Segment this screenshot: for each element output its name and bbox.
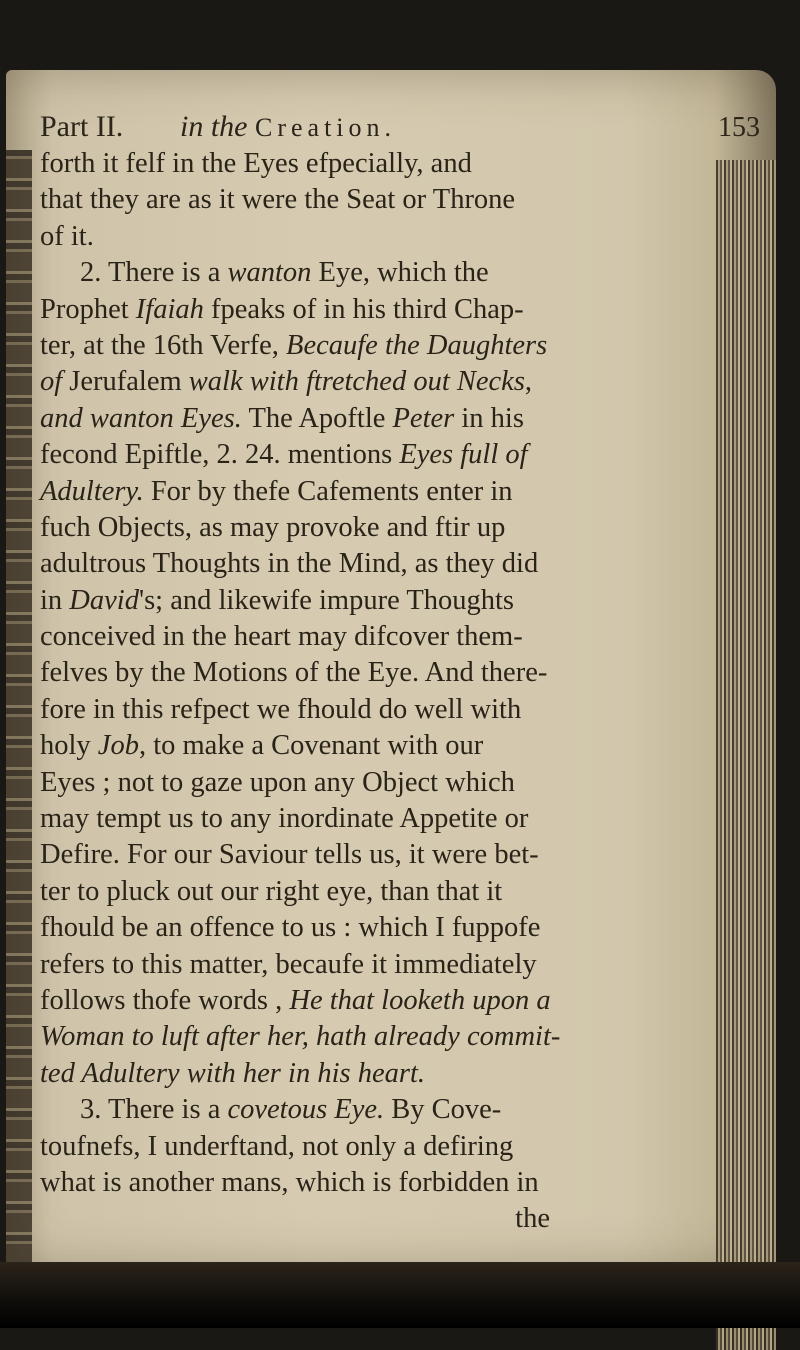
text-run: felves by the Motions of the Eye. And there- bbox=[40, 657, 548, 689]
text-line bbox=[40, 983, 740, 1019]
text-line bbox=[40, 182, 740, 218]
text-line bbox=[40, 1019, 740, 1055]
text-run: in bbox=[40, 584, 70, 616]
text-line bbox=[40, 546, 740, 582]
italic-text-run: Woman to luft after her, hath already commit- bbox=[40, 1021, 561, 1053]
text-run: in his bbox=[454, 402, 524, 434]
text-line bbox=[40, 510, 740, 546]
text-line bbox=[40, 364, 740, 400]
italic-text-run: and wanton Eyes. bbox=[40, 402, 242, 434]
italic-text-run: Job bbox=[97, 730, 139, 762]
running-header bbox=[40, 100, 770, 150]
italic-text-run: Peter bbox=[392, 402, 455, 434]
text-line bbox=[40, 1092, 740, 1128]
text-run: 2. There is a bbox=[80, 257, 228, 289]
text-line bbox=[40, 655, 740, 691]
text-line bbox=[40, 910, 740, 946]
text-line bbox=[40, 328, 740, 364]
italic-text-run: walk with ftretched out Necks bbox=[188, 366, 525, 398]
text-line bbox=[40, 728, 740, 764]
header-title-caps: Creation. bbox=[255, 113, 397, 142]
italic-text-run: David bbox=[69, 584, 139, 616]
header-part: Part II. bbox=[40, 110, 124, 143]
text-run: conceived in the heart may difcover them- bbox=[40, 621, 523, 653]
italic-text-run: Eyes full of bbox=[399, 439, 528, 471]
italic-text-run: ted Adultery with her in his heart. bbox=[40, 1057, 425, 1089]
text-run: follows thofe words , bbox=[40, 984, 290, 1016]
text-line bbox=[40, 292, 740, 328]
book-gutter bbox=[6, 150, 32, 1310]
page-number: 153 bbox=[718, 112, 760, 143]
text-run: toufnefs, I underftand, not only a defiring bbox=[40, 1130, 514, 1162]
text-line bbox=[40, 1129, 740, 1165]
text-line bbox=[40, 765, 740, 801]
header-title bbox=[180, 110, 396, 144]
text-run: For by thefe Cafements enter in bbox=[143, 475, 513, 507]
text-line bbox=[40, 692, 740, 728]
text-line bbox=[40, 801, 740, 837]
page-bottom-shadow bbox=[0, 1262, 800, 1328]
italic-text-run: Ifaiah bbox=[135, 293, 204, 325]
text-run: Eye, which the bbox=[311, 257, 489, 289]
text-line bbox=[40, 219, 740, 255]
text-run: ter, at the 16th Verfe, bbox=[40, 329, 287, 361]
text-run: 3. There is a bbox=[80, 1094, 228, 1126]
text-run: holy bbox=[40, 730, 98, 762]
text-line bbox=[40, 474, 740, 510]
body-text bbox=[40, 146, 740, 1238]
text-run: fore in this refpect we fhould do well with bbox=[40, 693, 522, 725]
text-line bbox=[40, 947, 740, 983]
text-run: fhould be an offence to us : which I fuppofe bbox=[40, 912, 541, 944]
text-run: ter to pluck out our right eye, than that it bbox=[40, 875, 503, 907]
text-run: may tempt us to any inordinate Appetite or bbox=[40, 803, 529, 835]
text-run: fpeaks of in his third Chap- bbox=[203, 293, 524, 325]
text-line bbox=[40, 255, 740, 291]
italic-text-run: Becaufe the Daughters bbox=[286, 329, 548, 361]
text-line bbox=[40, 437, 740, 473]
text-line bbox=[40, 146, 740, 182]
text-run: the bbox=[515, 1203, 550, 1235]
text-line bbox=[40, 1165, 740, 1201]
text-run: Eyes ; not to gaze upon any Object which bbox=[40, 766, 515, 798]
text-run: Prophet bbox=[40, 293, 136, 325]
text-run: Jerufalem bbox=[62, 366, 189, 398]
text-run: The Apoftle bbox=[241, 402, 393, 434]
text-line bbox=[40, 874, 740, 910]
text-line bbox=[40, 1056, 740, 1092]
text-run: , bbox=[524, 366, 533, 398]
italic-text-run: covetous Eye. bbox=[227, 1094, 385, 1126]
text-run: that they are as it were the Seat or Throne bbox=[40, 184, 516, 216]
text-run: adultrous Thoughts in the Mind, as they did bbox=[40, 548, 539, 580]
text-line bbox=[40, 619, 740, 655]
text-run: what is another mans, which is forbidden in bbox=[40, 1166, 539, 1198]
italic-text-run: Adultery. bbox=[40, 475, 144, 507]
text-line bbox=[40, 583, 740, 619]
italic-text-run: He that looketh upon a bbox=[289, 984, 551, 1016]
header-title-prefix: in the bbox=[180, 110, 255, 143]
text-run: Defire. For our Saviour tells us, it were bet- bbox=[40, 839, 539, 871]
text-line bbox=[40, 837, 740, 873]
text-run: refers to this matter, becaufe it immediately bbox=[40, 948, 537, 980]
italic-text-run: wanton bbox=[227, 257, 312, 289]
text-line bbox=[40, 1201, 740, 1237]
italic-text-run: of bbox=[40, 366, 63, 398]
text-run: 's; and likewife impure Thoughts bbox=[138, 584, 515, 616]
text-line bbox=[40, 401, 740, 437]
text-run: , to make a Covenant with our bbox=[138, 730, 484, 762]
text-run: forth it felf in the Eyes efpecially, and bbox=[40, 148, 472, 179]
text-run: of it. bbox=[40, 220, 94, 252]
text-run: fecond Epiftle, 2. 24. mentions bbox=[40, 439, 400, 471]
text-run: By Cove- bbox=[384, 1094, 502, 1126]
text-run: fuch Objects, as may provoke and ftir up bbox=[40, 511, 506, 543]
